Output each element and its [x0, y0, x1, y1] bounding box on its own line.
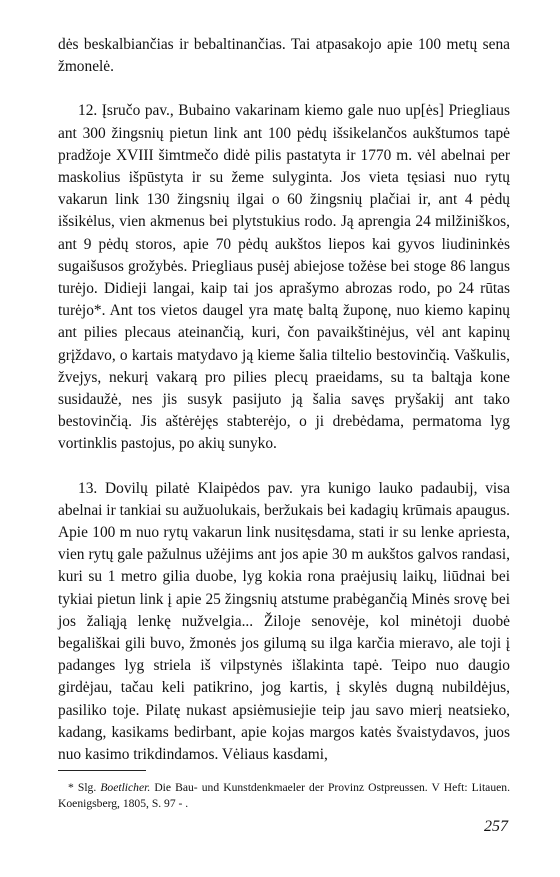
page-number: 257	[484, 818, 508, 835]
paragraph-continued: dės beskalbiančias ir bebaltinančias. Tai atpasakojo apie 100 metų sena žmonelė.	[58, 36, 510, 76]
footnote-author: Boetlicher.	[100, 781, 151, 794]
footnote-text: Die Bau- und Kunstdenkmaeler der Provinz Ostpreussen. V Heft: Litauen. Koenigsberg, 1805, S. 97 - .	[58, 781, 510, 810]
footnote	[58, 780, 510, 812]
paragraph-13: 13. Dovilų pilatė Klaipėdos pav. yra kunigo lauko padaubij, visa abelnai ir tankiai su aužuolukais, beržukais bei kadagių krūmais apaugus. Apie 100 m nuo rytų vakarun link nusitęsdama, stati ir su lenke apriesta, vien rytų gale pažulnus užėjims ant jos apie 30 m aukštos galvos randasi, kuri su 1 metro gilia duobe, lyg kokia rona praėjusių laikų, liūdnai bei tykiai pietun link į apie 25 žingsnių atstume prabėgančią Minės srovę bei jos žaliąją lenkę nužvelgia... Žiloje senovėje, kol minėtoji duobė begališkai gili buvo, žmonės jos gilumą su ilga karčia mieravo, ale toji į padanges lyg striela iš vilpstynės išlakinta tapė. Teipo nuo daugio girdėjau, tačau keli patikrino, jog kartis, į skylės dugną nubildėjus, pasiliko toje. Pilatę nukast apsiėmusiejie teip jau savo mierį neatsieko, kadang, kasikams bedirbant, apie kojas margos katės švaistydavos, juos nuo kasimo trikdindamos. Vėliaus kasdami,	[58, 479, 510, 764]
paragraph-gap	[58, 78, 510, 100]
paragraph-12: 12. Įsručo pav., Bubaino vakarinam kiemo gale nuo up[ės] Priegliaus ant 300 žingsnių pietun link ant 100 pėdų išsikelančos aukštumos tapė pradžoje XVIII šimtmečo didė pilis pastatyta ir 1770 m. vėl abelnai per maskolius išpūstyta ir su žeme sulyginta. Jos vieta tęsiasi nuo rytų vakarun link 130 žingsnių ilgai o 60 žingsnių plačiai ir, ant 4 pėdų išsikėlus, vien akmenus bei plytstukius rodo. Ją aprengia 24 milžiniškos, ant 9 pėdų storos, apie 70 pėdų aukštos liepos kai gyvos liudininkės sugaišusos grožybės. Priegliaus pusėj abiejose tožėse bei stoge 86 langus turėjo. Didieji langai, kaip tai jos aprašymo abrozas rodo, po 24 rūtas turėjo*. Ant tos vietos daugel yra matę baltą župonę, nuo kiemo kapinų ant pilies plecaus ateinančią, kuri, čon pavaikštinėjus, vėl ant kapinų grįždavo, o kartais matydavo ją kieme šalia tiltelio bestovinčią. Vaškulis, žvejys, nekurį vakarą pro pilies plecų praeidams, su ta baltąja kone susidaužė, nes jis susyk pasijuto ją šalia savęs pryšakij ant tako bestovinčią. Jis aštėrėjęs stabterėjo, o ji drebėdama, permatoma lyg vortinklis pastojus, po akių sunyko.	[58, 102, 510, 453]
footnote-separator	[58, 770, 146, 771]
footnote-prefix: Slg.	[77, 781, 97, 794]
footnote-mark: *	[68, 781, 74, 794]
page-body	[58, 34, 510, 766]
paragraph-gap	[58, 456, 510, 478]
